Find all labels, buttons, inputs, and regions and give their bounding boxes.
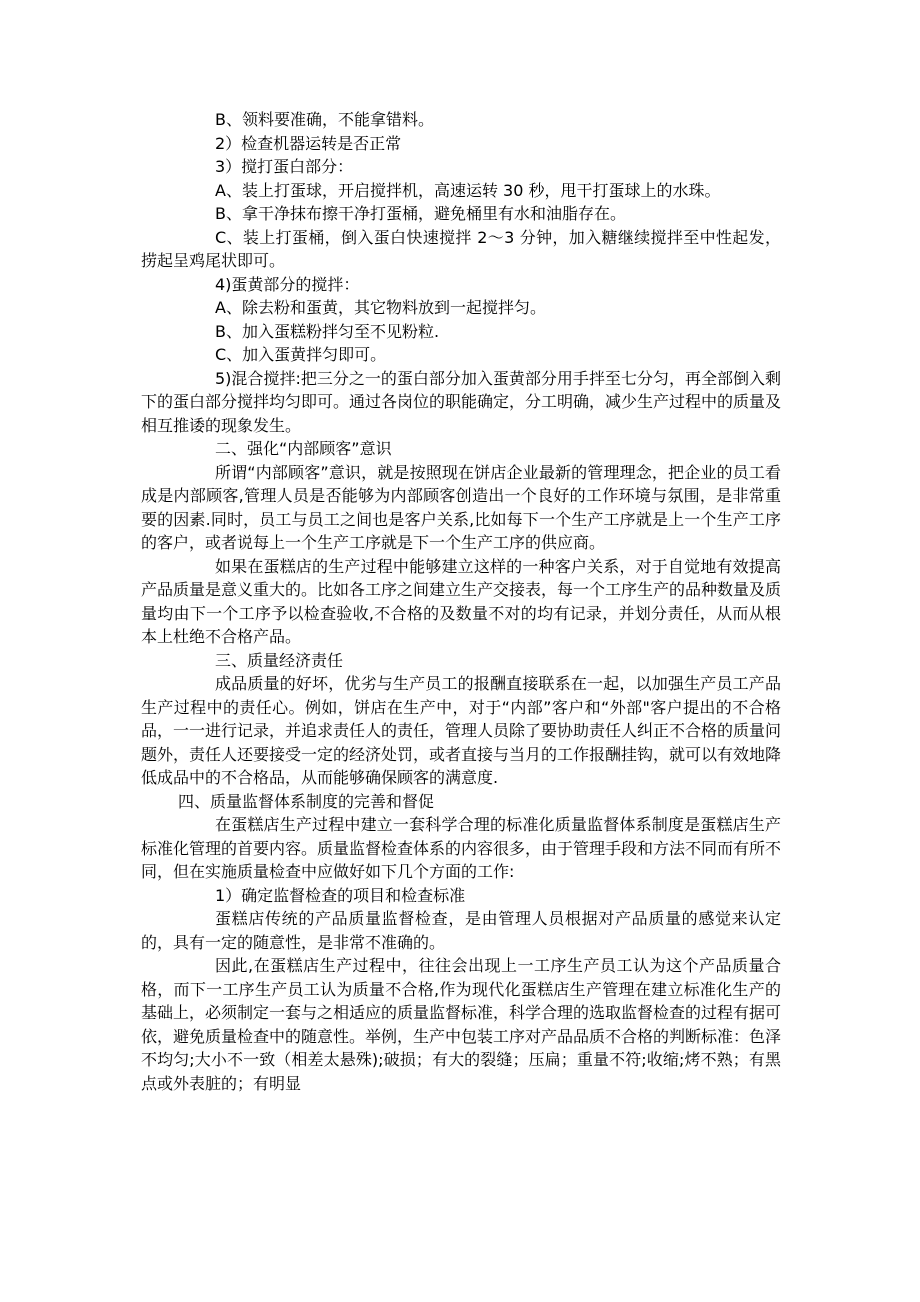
section-heading: 三、质量经济责任 <box>215 650 344 670</box>
paragraph: 2）检查机器运转是否正常 <box>215 133 402 153</box>
paragraph: 蛋糕店传统的产品质量监督检查，是由管理人员根据对产品质量的感觉来认定的，具有一定的随意性，是非常不准确的。 <box>141 909 781 952</box>
section-heading: 四、质量监督体系制度的完善和督促 <box>178 791 435 811</box>
paragraph: 在蛋糕店生产过程中建立一套科学合理的标准化质量监督体系制度是蛋糕店生产标准化管理的首要内容。质量监督检查体系的内容很多，由于管理手段和方法不同而有所不同，但在实施质量检查中应做好如下几个方面的工作: <box>141 815 782 881</box>
paragraph: 如果在蛋糕店的生产过程中能够建立这样的一种客户关系，对于自觉地有效提高产品质量是意义重大的。比如各工序之间建立生产交接表，每一个工序生产的品种数量及质量均由下一个工序予以检查验收,不合格的及数量不对的均有记录，并划分责任，从而从根本上杜绝不合格产品。 <box>141 556 782 646</box>
paragraph: 所谓“内部顾客”意识，就是按照现在饼店企业最新的管理理念，把企业的员工看成是内部顾客,管理人员是否能够为内部顾客创造出一个良好的工作环境与氛围，是非常重要的因素.同时，员工与员工之间也是客户关系,比如每下一个生产工序就是上一个生产工序的客户，或者说每上一个生产工序就是下一个生产工序的供应商。 <box>141 462 781 552</box>
paragraph: B、加入蛋糕粉拌匀至不见粉粒. <box>215 321 440 341</box>
section-heading: 二、强化“内部顾客”意识 <box>215 439 392 458</box>
paragraph: B、领料要准确，不能拿错料。 <box>215 110 434 129</box>
paragraph: 3）搅打蛋白部分： <box>215 157 354 176</box>
paragraph: 4)蛋黄部分的搅拌： <box>215 274 360 294</box>
paragraph: A、装上打蛋球，开启搅拌机，高速运转 30 秒，甩干打蛋球上的水珠。 <box>215 180 721 200</box>
paragraph: 成品质量的好坏，优劣与生产员工的报酬直接联系在一起，以加强生产员工产品生产过程中的责任心。例如，饼店在生产中，对于“内部”客户和“外部"客户提出的不合格品，一一进行记录，并追求责任人的责任，管理人员除了要协助责任人纠正不合格的质量问题外，责任人还要接受一定的经济处罚，或者直接与当月的工作报酬挂钩，就可以有效地降低成品中的不合格品，从而能够确保顾客的满意度. <box>141 674 782 787</box>
paragraph: C、加入蛋黄拌匀即可。 <box>215 345 387 364</box>
paragraph: 1）确定监督检查的项目和检查标准 <box>215 885 466 905</box>
paragraph: A、除去粉和蛋黄，其它物料放到一起搅拌匀。 <box>215 298 546 317</box>
paragraph: C、装上打蛋桶，倒入蛋白快速搅拌 2～3 分钟，加入糖继续搅拌至中性起发，捞起呈鸡尾状即可。 <box>141 227 781 270</box>
paragraph: 5)混合搅拌:把三分之一的蛋白部分加入蛋黄部分用手拌至七分匀，再全部倒入剩下的蛋白部分搅拌均匀即可。通过各岗位的职能确定，分工明确，减少生产过程中的质量及相互推诿的现象发生。 <box>141 368 782 435</box>
paragraph: B、拿干净抹布擦干净打蛋桶，避免桶里有水和油脂存在。 <box>215 204 626 223</box>
paragraph: 因此,在蛋糕店生产过程中，往往会出现上一工序生产员工认为这个产品质量合格，而下一工序生产员工认为质量不合格,作为现代化蛋糕店生产管理在建立标准化生产的基础上，必须制定一套与之相适应的质量监督标准，科学合理的选取监督检查的过程有据可依，避免质量检查中的随意性。举例，生产中包装工序对产品品质不合格的判断标准：色泽不均匀;大小不一致（相差太悬殊);破损；有大的裂缝；压扁；重量不符;收缩;烤不熟；有黑点或外表脏的；有明显 <box>141 956 782 1093</box>
document-page <box>141 108 781 1095</box>
